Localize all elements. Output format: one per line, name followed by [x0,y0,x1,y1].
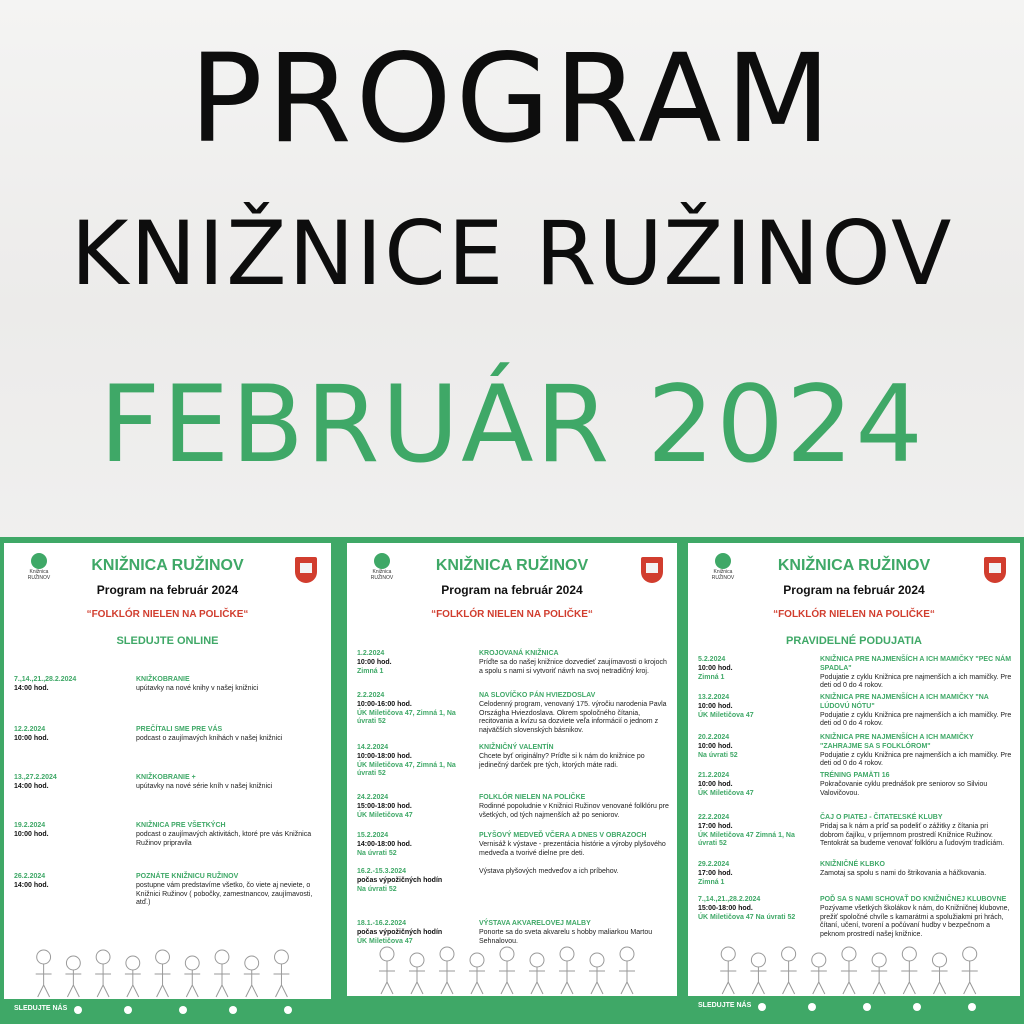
event-time: 17:00 hod. [698,869,733,877]
event-body [820,772,1012,798]
event-place: ÚK Miletičova 47, Zimná 1, Na úvrati 52 [357,709,456,726]
event-date: 5.2.2024 [698,656,726,663]
event-place: Na úvrati 52 [357,849,397,857]
event-when [357,744,472,779]
poster-title: KNIŽNICA RUŽINOV [777,557,931,574]
event-body [479,650,669,676]
event-body [820,861,1012,879]
poster-theme: “FOLKLÓR NIELEN NA POLIČKE“ [431,609,593,620]
event-body [479,832,669,858]
event-text: podcast o zaujímavých knihách v našej knižnici [136,734,283,742]
event-when [14,676,129,694]
event-name: KNIŽNICA PRE NAJMENŠÍCH A ICH MAMIČKY "NA LÚDOVÚ NÓTU" [820,694,989,710]
poster-events [347,543,677,1018]
logo-text: Knižnica RUŽINOV [370,569,394,581]
event-text: Pozývame všetkých školákov k nám, do Knižničnej klubovne, prežiť spoločné chvíle s kamarátmi a spolužiakmi pri hrách, čítaní, učení, tvorení a počúvaní hudby v bezpečnom a peknom prostredí našej knižnice. [820,904,1010,938]
event-name: ČAJ O PIATEJ - ČITATEĽSKÉ KLUBY [820,814,943,821]
event-text: Ponorte sa do sveta akvarelu s hobby maliarkou Martou Sehnalovou. [479,928,653,945]
event-text: Rodinné popoludnie v Knižnici Ružinov venované folklóru pre všetkých, od tých najmenších až po seniorov. [479,802,669,819]
event-time: 14:00 hod. [14,881,49,889]
event-name: FOLKLÓR NIELEN NA POLIČKE [479,794,586,801]
event-place: ÚK Miletičova 47 [357,811,413,819]
social-icon [758,1003,766,1011]
event-date: 2.2.2024 [357,692,385,699]
event-text: podcast o zaujímavých aktivitách, ktoré pre vás Knižnica Ružinov pripravila [136,830,312,847]
event-place: ÚK Miletičova 47 [698,789,754,797]
event-time: 10:00-18:00 hod. [357,752,412,760]
event-date: 1.2.2024 [357,650,385,657]
event-date: 15.2.2024 [357,832,389,839]
social-icon [124,1006,132,1014]
event-when [357,794,472,820]
event-text: Vernisáž k výstave - prezentácia histórie a výroby plyšového medveďa a tvorivé dielne pre deti. [479,840,666,857]
event-text: Chcete byť originálny? Príďte si k nám do knižnice po jedinečný darček pre tých, ktorých máte radi. [479,752,645,769]
event-name: PLYŠOVÝ MEDVEĎ VČERA A DNES V OBRAZOCH [479,832,647,839]
event-time: 15:00-18:00 hod. [357,802,412,810]
event-date: 7.,14.,21.,28.2.2024 [698,896,761,903]
event-place: ÚK Miletičova 47 [357,937,413,945]
event-when [698,734,813,760]
poster-theme: “FOLKLÓR NIELEN NA POLIČKE“ [773,609,935,620]
event-name: KNIŽNICA PRE VŠETKÝCH [136,822,226,829]
children-drawing [688,913,1020,996]
event-when [698,861,813,887]
event-time: 17:00 hod. [698,822,733,830]
event-text: Celodenný program, venovaný 175. výročiu narodenia Pavla Országha Hviezdoslava. Okrem spoločného čítania, recitovania a kvízu sa dozviete veľa informácií o jednom z najväčších slovenských básnikov. [479,700,667,734]
event-text: postupne vám predstavíme všetko, čo viete aj neviete, o Knižnici Ružinov ( pobočky, zamestnancov, zaujímavosti, atď.) [136,881,313,907]
event-when [698,656,813,682]
event-when [14,873,129,891]
hero-title: PROGRAM [189,28,835,170]
event-place: ÚK Miletičova 47 [698,711,754,719]
poster-subtitle: Program na február 2024 [96,583,239,597]
event-place: ÚK Miletičova 47 Na úvrati 52 [698,913,796,921]
event-name: KNIŽKOBRANIE + [136,774,196,781]
event-date: 22.2.2024 [698,814,730,821]
event-name: POĎ SA S NAMI SCHOVAŤ DO KNIŽNIČNEJ KLUBOVNE [820,896,1007,903]
event-body [136,726,323,744]
event-name: PREČÍTALI SME PRE VÁS [136,726,223,733]
event-when [14,822,129,840]
event-place: Zimná 1 [698,673,725,681]
poster-theme: “FOLKLÓR NIELEN NA POLIČKE“ [86,609,249,620]
event-time: 10:00-16:00 hod. [357,700,412,708]
footer-label: SLEDUJTE NÁS [14,1005,68,1012]
event-when [357,868,472,894]
event-time: počas výpožičných hodín [357,876,443,884]
event-body [820,656,1012,691]
event-place: Zimná 1 [357,667,384,675]
poster-title: KNIŽNICA RUŽINOV [435,557,589,574]
event-time: počas výpožičných hodín [357,928,443,936]
event-time: 10:00 hod. [14,830,49,838]
event-time: 14:00 hod. [14,684,49,692]
event-text: Pridaj sa k nám a príď sa podeliť o zážitky z čítania pri dobrom čajíku, v príjemnom prostredí Knižnice Ružinov. Tentokrát sa budeme venovať folklóru a ľudovým tradíciám. [820,822,1005,848]
event-text: Výstava plyšových medveďov a ich príbehov. [479,868,619,875]
event-when [14,774,129,792]
poster-footer [4,999,331,1021]
event-name: KNIŽNIČNÉ KLBKO [820,861,885,868]
event-body [479,794,669,820]
event-when [698,814,813,849]
event-place: Zimná 1 [698,878,725,886]
event-time: 10:00 hod. [357,658,392,666]
event-text: Podujatie z cyklu Knižnica pre najmenších a ich mamičky. Pre deti od 0 do 4 rokov. [820,751,1012,768]
footer-label: SLEDUJTE NÁS [698,1002,752,1009]
event-when [698,694,813,720]
poster-online [4,543,331,1021]
event-when [14,726,129,744]
event-date: 13.,27.2.2024 [14,774,57,781]
event-name: KROJOVANÁ KNIŽNICA [479,650,559,657]
poster-section: PRAVIDELNÉ PODUJATIA [786,635,922,647]
hero-subtitle: KNIŽNICE RUŽINOV [70,202,954,305]
event-body [820,694,1012,729]
event-date: 26.2.2024 [14,873,46,880]
event-text: Podujatie z cyklu Knižnica pre najmenších a ich mamičky. Pre deti od 0 do 4 rokov. [820,673,1012,690]
event-name: VÝSTAVA AKVARELOVEJ MALBY [479,920,591,927]
social-icon [913,1003,921,1011]
event-date: 21.2.2024 [698,772,730,779]
social-icon [968,1003,976,1011]
event-when [357,832,472,858]
event-time: 14:00-18:00 hod. [357,840,412,848]
event-place: ÚK Miletičova 47 Zimná 1, Na úvrati 52 [698,831,795,848]
event-date: 13.2.2024 [698,694,730,701]
hero-month: FEBRUÁR 2024 [99,363,925,486]
event-date: 12.2.2024 [14,726,46,733]
social-icon [284,1006,292,1014]
event-date: 24.2.2024 [357,794,389,801]
event-when [357,692,472,727]
event-text: Príďte sa do našej knižnice dozvedieť zaujímavosti o krojoch a spolu s nami si vytvoriť návrh na svoj netradičný kroj. [479,658,667,675]
event-date: 16.2.-15.3.2024 [357,868,407,875]
poster-subtitle: Program na február 2024 [441,583,583,597]
logo-text: Knižnica RUŽINOV [27,569,51,581]
event-when [698,772,813,798]
event-place: Na úvrati 52 [357,885,397,893]
event-text: Podujatie z cyklu Knižnica pre najmenších a ich mamičky. Pre deti od 0 do 4 rokov. [820,711,1012,728]
logo-text: Knižnica RUŽINOV [711,569,735,581]
event-date: 20.2.2024 [698,734,730,741]
poster-section: SLEDUJTE ONLINE [116,635,219,647]
poster-footer [688,996,1020,1018]
event-text: upútavky na nové knihy v našej knižnici [136,684,259,692]
event-text: upútavky na nové série kníh v našej knižnici [136,782,273,790]
event-time: 10:00 hod. [14,734,49,742]
event-time: 10:00 hod. [698,664,733,672]
event-place: Na úvrati 52 [698,751,738,759]
event-name: KNIŽKOBRANIE [136,676,190,683]
event-text: Pokračovanie cyklu prednášok pre seniorov so Silviou Valovičovou. [820,780,988,797]
event-time: 10:00 hod. [698,780,733,788]
event-name: TRÉNING PAMÄTI 16 [820,772,890,779]
event-date: 18.1.-16.2.2024 [357,920,407,927]
event-body [136,774,323,792]
social-icon [808,1003,816,1011]
event-name: KNIŽNICA PRE NAJMENŠÍCH A ICH MAMIČKY "PEC NÁM SPADLA" [820,656,1012,672]
event-text: Zamotaj sa spolu s nami do štrikovania a háčkovania. [820,869,987,877]
poster-subtitle: Program na február 2024 [783,583,925,597]
event-name: KNIŽNICA PRE NAJMENŠÍCH A ICH MAMIČKY "ZAHRAJME SA S FOLKLÓROM" [820,734,974,750]
event-body [479,692,669,736]
event-name: KNIŽNIČNÝ VALENTÍN [479,744,554,751]
event-body [136,676,323,694]
event-date: 14.2.2024 [357,744,389,751]
poster-title: KNIŽNICA RUŽINOV [91,557,244,574]
event-time: 14:00 hod. [14,782,49,790]
social-icon [229,1006,237,1014]
event-date: 29.2.2024 [698,861,730,868]
event-name: POZNÁTE KNIŽNICU RUŽINOV [136,873,239,880]
children-drawing [4,919,331,999]
event-time: 15:00-18:00 hod. [698,904,753,912]
event-body [136,822,323,848]
social-icon [863,1003,871,1011]
event-when [357,650,472,676]
event-body [479,744,669,770]
poster-footer [347,996,677,1018]
event-body [136,873,323,908]
children-drawing [347,916,677,996]
event-time: 10:00 hod. [698,742,733,750]
poster-regular [688,543,1020,1018]
event-name: NA SLOVÍČKO PÁN HVIEZDOSLAV [479,692,596,699]
event-date: 19.2.2024 [14,822,46,829]
event-date: 7.,14.,21.,28.2.2024 [14,676,77,683]
event-body [479,868,669,877]
event-body [820,734,1012,769]
event-body [820,814,1012,849]
event-time: 10:00 hod. [698,702,733,710]
event-place: ÚK Miletičova 47, Zimná 1, Na úvrati 52 [357,761,456,778]
social-icon [74,1006,82,1014]
social-icon [179,1006,187,1014]
